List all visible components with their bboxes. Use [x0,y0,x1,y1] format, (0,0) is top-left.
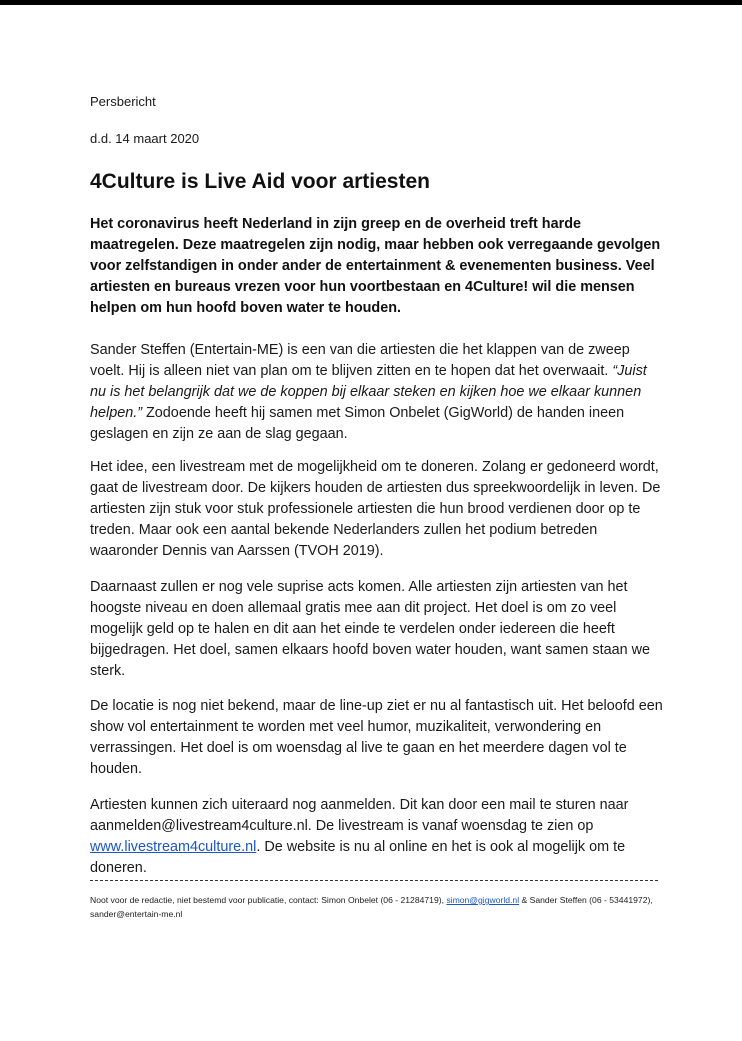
paragraph-4: De locatie is nog niet bekend, maar de line-up ziet er nu al fantastisch uit. Het beloofd een show vol entertainment te worden met veel humor, muzikaliteit, verwondering en verrassingen. Het doel is om woensdag al live te gaan en het meerdere dagen vol te houden. [90,698,663,777]
paragraph-1-text-a: Sander Steffen (Entertain-ME) is een van die artiesten die het klappen van de zweep voelt. Hij is alleen niet van plan om te blijven zitten en te hopen dat het overwaait. [90,342,630,379]
editor-note-text-b: & Sander Steffen (06 - 53441972), sander@entertain-me.nl [90,895,653,919]
paragraph-3: Daarnaast zullen er nog vele suprise acts komen. Alle artiesten zijn artiesten van het hoogste niveau en doen allemaal gratis mee aan dit project. Het doel is om zo veel mogelijk geld op te halen en dit aan het einde te verdelen onder iedereen die heeft bijgedragen. Het doel, samen elkaars hoofd boven water houden, want samen staan we sterk. [90,579,650,679]
paragraph-1 [90,340,665,445]
document-type-label: Persbericht [90,94,156,109]
paragraph-5-text-a: Artiesten kunnen zich uiteraard nog aanmelden. Dit kan door een mail te sturen naar aanmelden@livestream4culture.nl. De livestream is vanaf woensdag te zien op [90,797,629,834]
website-link[interactable]: www.livestream4culture.nl [90,839,257,855]
top-border [0,0,742,5]
editor-note [90,893,665,921]
paragraph-5 [90,795,665,879]
footnote-divider [90,880,658,881]
paragraph-5-text-b: . De website is nu al online en het is ook al mogelijk om te doneren. [90,839,626,876]
page-title: 4Culture is Live Aid voor artiesten [90,170,430,193]
contact-email-link[interactable]: simon@gigworld.nl [446,895,520,905]
release-date: d.d. 14 maart 2020 [90,131,200,146]
paragraph-1-text-b: Zodoende heeft hij samen met Simon Onbelet (GigWorld) de handen ineen geslagen en zijn ze aan de slag gegaan. [90,405,625,442]
editor-note-text-a: Noot voor de redactie, niet bestemd voor publicatie, contact: Simon Onbelet (06 - 21284719), [90,895,447,905]
lead-paragraph: Het coronavirus heeft Nederland in zijn greep en de overheid treft harde maatregelen. Deze maatregelen zijn nodig, maar hebben ook verregaande gevolgen voor zelfstandigen in onder ander de entertainment & evenementen business. Veel artiesten en bureaus vrezen voor hun voortbestaan en 4Culture! wil die mensen helpen om hun hoofd boven water te houden. [90,216,661,316]
paragraph-2: Het idee, een livestream met de mogelijkheid om te doneren. Zolang er gedoneerd wordt, gaat de livestream door. De kijkers houden de artiesten dus spreekwoordelijk in leven. De artiesten zijn stuk voor stuk professionele artiesten die hun brood verdienen door op te treden. Maar ook een aantal bekende Nederlanders zullen het podium betreden waaronder Dennis van Aarssen (TVOH 2019). [90,459,661,559]
paragraph-1-quote: “Juist nu is het belangrijk dat we de koppen bij elkaar steken en kijken hoe we elkaar kunnen helpen.” [90,363,647,421]
